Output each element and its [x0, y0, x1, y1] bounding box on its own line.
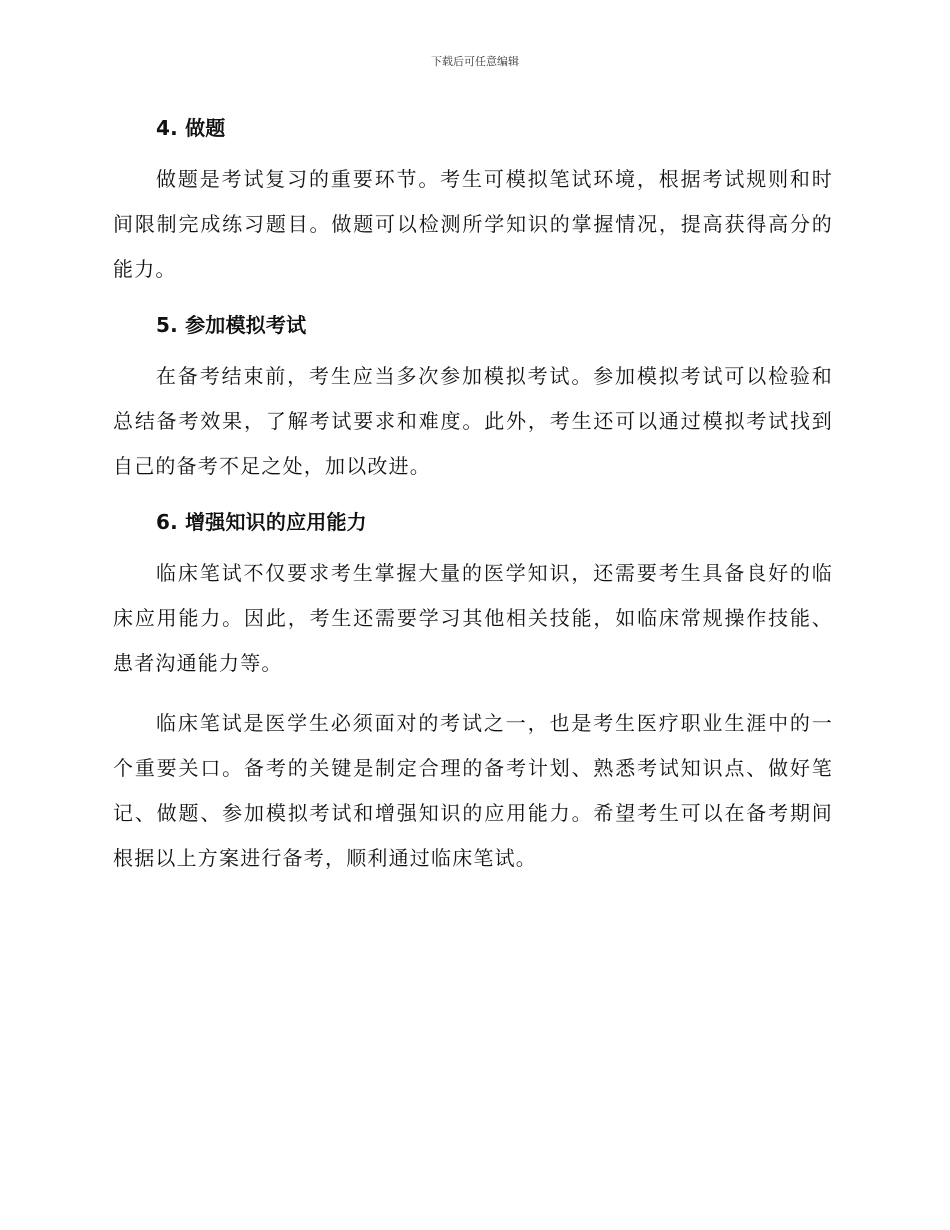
conclusion-paragraph: 临床笔试是医学生必须面对的考试之一，也是考生医疗职业生涯中的一个重要关口。备考的关键是制定合理的备考计划、熟悉考试知识点、做好笔记、做题、参加模拟考试和增强知识的应用能力。希望考生可以在备考期间根据以上方案进行备考，顺利通过临床笔试。 — [113, 711, 833, 870]
section-heading-6: 6. 增强知识的应用能力 — [156, 510, 367, 534]
document-body — [113, 112, 833, 881]
section-heading-5: 5. 参加模拟考试 — [156, 313, 307, 337]
section-paragraph-5: 在备考结束前，考生应当多次参加模拟考试。参加模拟考试可以检验和总结备考效果，了解考试要求和难度。此外，考生还可以通过模拟考试找到自己的备考不足之处，加以改进。 — [113, 364, 833, 478]
section-paragraph-6: 临床笔试不仅要求考生掌握大量的医学知识，还需要考生具备良好的临床应用能力。因此，考生还需要学习其他相关技能，如临床常规操作技能、患者沟通能力等。 — [113, 561, 833, 675]
section-paragraph-4: 做题是考试复习的重要环节。考生可模拟笔试环境，根据考试规则和时间限制完成练习题目。做题可以检测所学知识的掌握情况，提高获得高分的能力。 — [113, 167, 833, 281]
page-header-note: 下载后可任意编辑 — [431, 55, 519, 68]
section-heading-4: 4. 做题 — [156, 116, 226, 140]
